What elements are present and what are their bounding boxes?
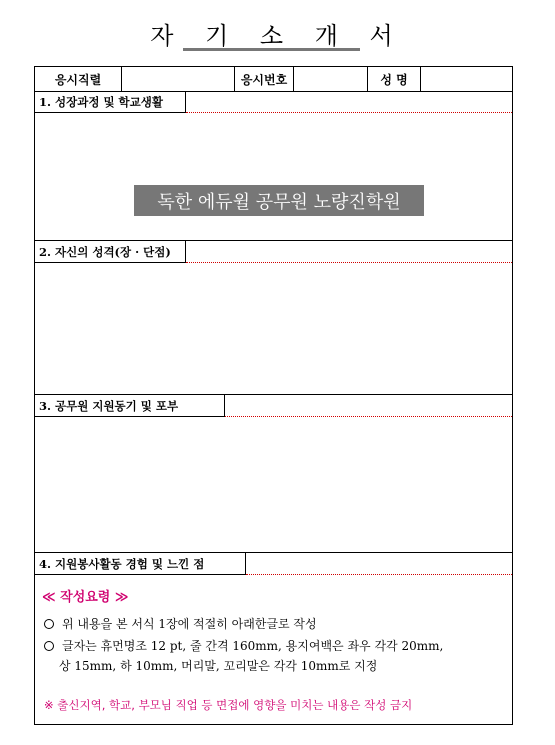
warning-note: ※ 출신지역, 학교, 부모님 직업 등 면접에 영향을 미치는 내용은 작성 금지 [44, 698, 413, 712]
section-dotted-line [225, 416, 512, 417]
guide-line: 위 내용을 본 서식 1장에 적절히 아래한글로 작성 [44, 615, 317, 632]
guide-line-continuation: 상 15mm, 하 10mm, 머리말, 꼬리말은 각각 10mm로 지정 [59, 659, 378, 673]
writing-guide [35, 575, 512, 725]
applicant-info-row [35, 67, 512, 92]
section-personality [35, 241, 512, 395]
guide-title: ≪ 작성요령 ≫ [42, 590, 129, 605]
title-underline [183, 48, 360, 51]
watermark-banner: 독한 에듀윌 공무원 노량진학원 [134, 185, 424, 216]
name-field[interactable] [421, 67, 512, 91]
section-volunteer [35, 553, 512, 575]
guide-line: 글자는 휴먼명조 12 pt, 줄 간격 160mm, 용지여백은 좌우 각각 20mm, [44, 637, 443, 654]
self-introduction-form [34, 66, 513, 725]
section-label: 1. 성장과정 및 학교생활 [35, 91, 186, 113]
document-title: 자 기 소 개 서 [150, 22, 405, 50]
section-dotted-line [186, 112, 512, 113]
section-label: 2. 자신의 성격(장 · 단점) [35, 241, 186, 263]
exam-number-label: 응시번호 [235, 67, 294, 91]
section-growth-school-life [35, 91, 512, 241]
circle-bullet-icon [44, 641, 54, 651]
exam-category-field[interactable] [122, 67, 235, 91]
section-dotted-line [186, 262, 512, 263]
section-motivation [35, 395, 512, 553]
circle-bullet-icon [44, 619, 54, 629]
exam-category-label: 응시직렬 [35, 67, 122, 91]
section-label: 3. 공무원 지원동기 및 포부 [35, 395, 225, 417]
section-label: 4. 지원봉사활동 경험 및 느낀 점 [35, 553, 246, 575]
name-label: 성 명 [368, 67, 421, 91]
exam-number-field[interactable] [294, 67, 368, 91]
